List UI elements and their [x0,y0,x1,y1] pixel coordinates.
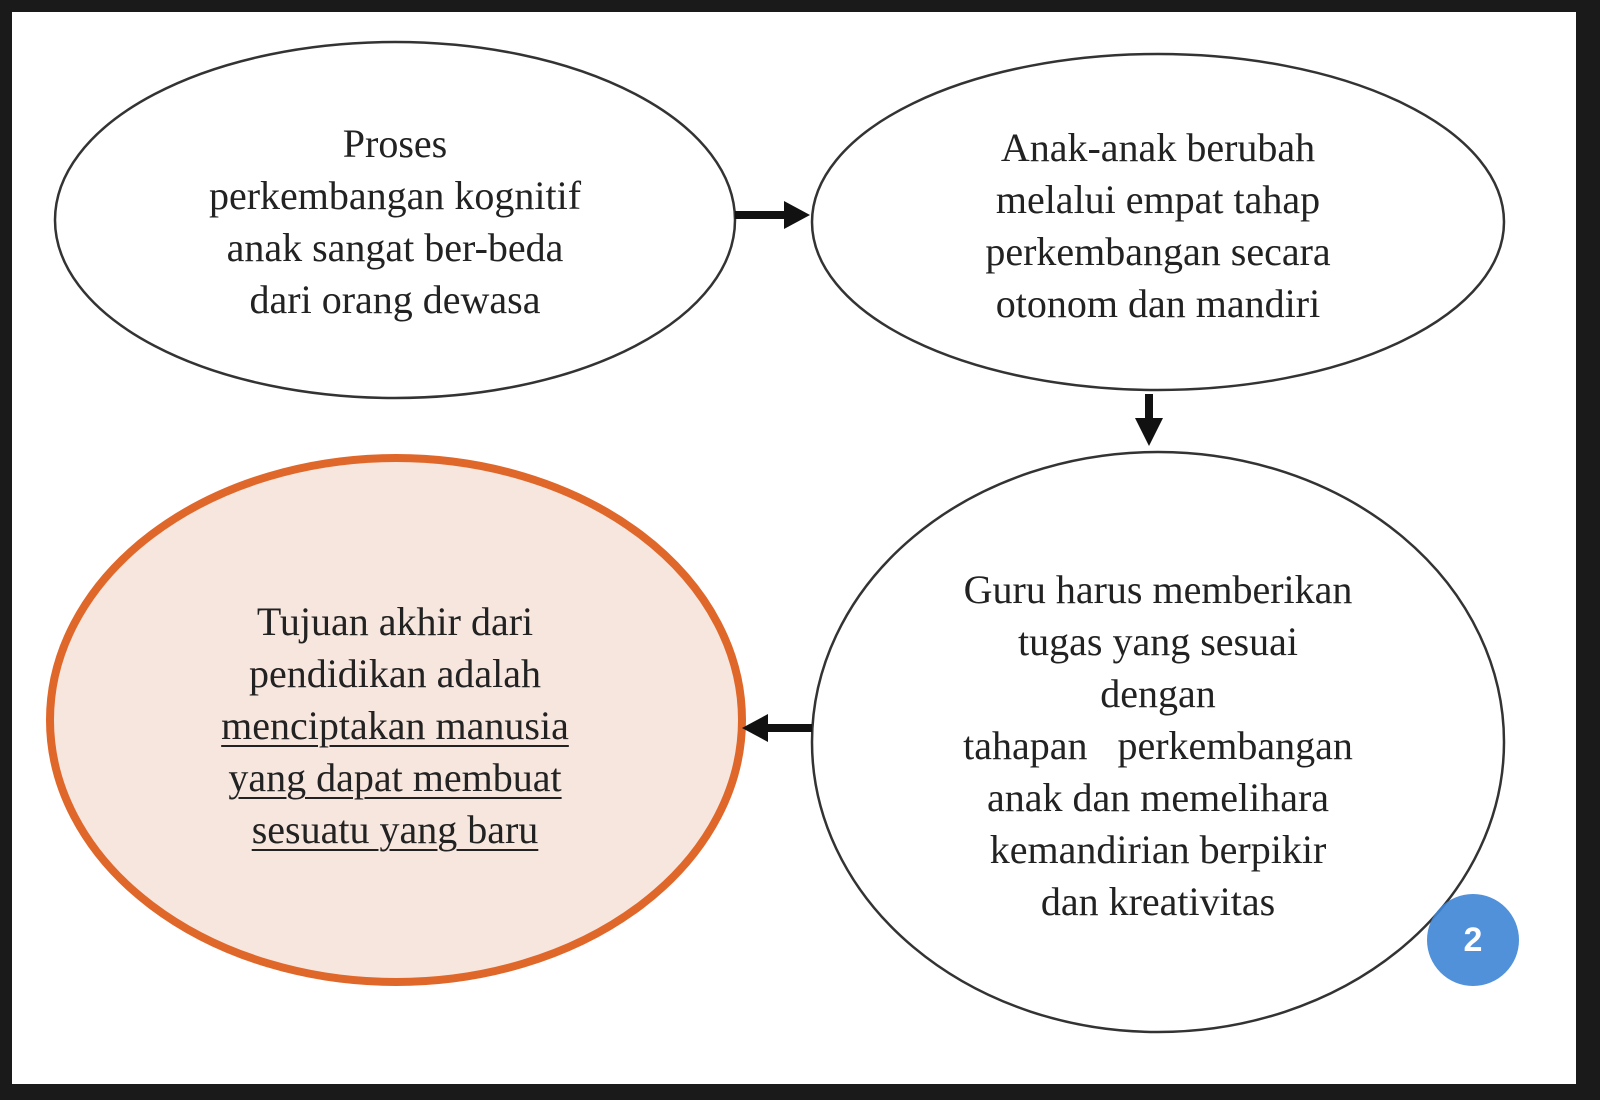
node-3-line: tugas yang sesuai [1018,619,1298,664]
node-3-line: dan kreativitas [1040,879,1276,924]
arrow-1-to-2 [735,201,810,229]
node-label-2 [858,122,1458,330]
node-4-line: menciptakan manusia [221,703,569,748]
node-4-line: yang dapat membuat [228,755,562,800]
node-label-4 [95,596,695,856]
arrow-3-to-4 [742,714,812,742]
node-1-line: anak sangat ber-beda [226,225,564,270]
node-label-3 [858,564,1458,928]
node-2-line: melalui empat tahap [995,177,1321,222]
node-1-line: Proses [342,121,448,166]
arrow-2-to-3 [1135,394,1163,446]
node-label-1 [95,118,695,326]
node-4-line: pendidikan adalah [248,651,542,696]
node-3-line: tahapan perkembangan [963,723,1353,768]
node-2-line: otonom dan mandiri [995,281,1321,326]
node-4-line: Tujuan akhir dari [256,599,534,644]
node-4-line: sesuatu yang baru [251,807,539,852]
node-1-line: perkembangan kognitif [208,173,582,218]
node-3-line: kemandirian berpikir [989,827,1327,872]
diagram-frame [12,12,1576,1084]
node-3-line: anak dan memelihara [986,775,1330,820]
node-3-line: Guru harus memberikan [963,567,1353,612]
page-number-badge [1427,894,1519,986]
badge-label: 2 [1463,920,1483,959]
node-2-line: Anak-anak berubah [1000,125,1316,170]
node-1-line: dari orang dewasa [249,277,541,322]
node-2-line: perkembangan secara [985,229,1331,274]
node-3-line: dengan [1100,671,1216,716]
